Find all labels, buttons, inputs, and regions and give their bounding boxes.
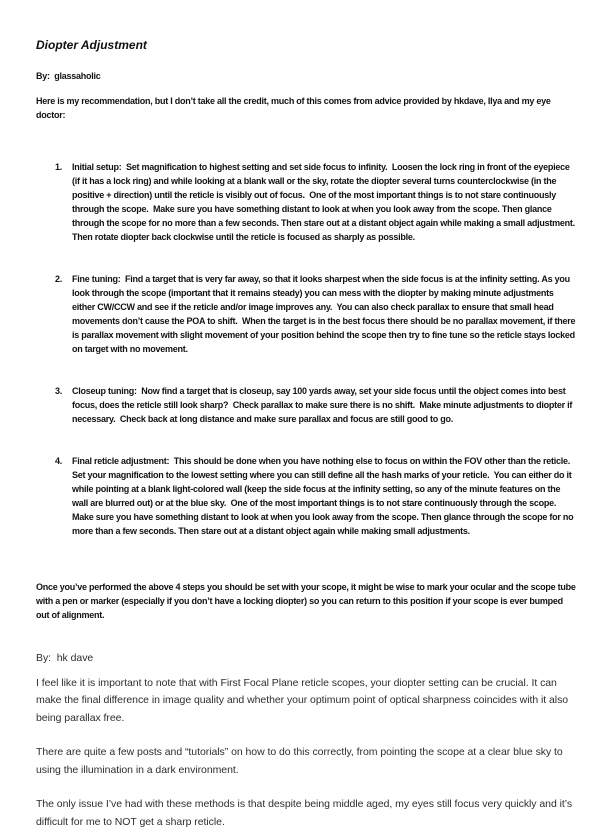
step-item-1 [36, 160, 582, 244]
step-item-4 [36, 454, 576, 538]
step-number: 3. [55, 386, 63, 396]
step-text: Initial setup: Set magnification to highest setting and set side focus to infinity. Loosen the lock ring in front of the eyepiece (if it has a lock ring) and while looking at a blank wall or the sky, rotate the diopter several turns counterclockwise (in the positive + direction) until the reticle is visibly out of focus. One of the most important things is to not stare continuously through the scope. Make sure you have something distant to look at when you look away from the scope. Then glance through the scope for no more than a few seconds. Then stare out at a distant object again while making a small adjustment. Then rotate diopter back clockwise until the reticle is focused as sharply as possible. [72, 162, 582, 242]
steps-list [36, 132, 582, 566]
comment-paragraph-1: I feel like it is important to note that with First Focal Plane reticle scopes, your diopter setting can be crucial. It can make the final difference in image quality and whether your optimum point of optical sharpness coincides with it also being parallax free. [36, 676, 571, 724]
author-byline-hk-dave: By: hk dave [36, 652, 94, 664]
step-item-2 [36, 272, 576, 356]
step-number: 1. [55, 162, 63, 172]
page-title: Diopter Adjustment [36, 38, 147, 52]
step-number: 2. [55, 274, 63, 284]
comment-paragraph-2: There are quite a few posts and “tutorials” on how to do this correctly, from pointing the scope at a clear blue sky to using the illumination in a dark environment. [36, 746, 566, 776]
closing-paragraph: Once you’ve performed the above 4 steps you should be set with your scope, it might be wise to mark your ocular and the scope tube with a pen or marker (especially if you don’t have a locking diopter) so you can return to this position if your scope is ever bumped out of alignment. [36, 582, 578, 620]
step-text: Fine tuning: Find a target that is very far away, so that it looks sharpest when the side focus is at the infinity setting. As you look through the scope (important that it remains steady) you can mess with the diopter by making minute adjustments either CW/CCW and see if the reticle and/or image improves any. You can also check parallax to ensure that small head movements don’t cause the POA to shift. When the target is in the best focus there should be no parallax movement, if there is parallax movement with slight movement of your position behind the scope then try to fine tune so the reticle stays locked on target with no movement. [72, 274, 578, 354]
comment-paragraph-3: The only issue I’ve had with these methods is that despite being middle aged, my eyes still focus very quickly and it’s difficult for me to NOT get a sharp reticle. [36, 798, 575, 828]
intro-paragraph: Here is my recommendation, but I don’t take all the credit, much of this comes from advice provided by hkdave, Ilya and my eye doctor: [36, 96, 553, 120]
step-text: Final reticle adjustment: This should be done when you have nothing else to focus on within the FOV other than the reticle. Set your magnification to the lowest setting where you can still define all the hash marks of your reticle. You can either do it while pointing at a blank light-colored wall (keep the side focus at the infinity setting, so any of the minute features on the wall are blurred out) or at the blue sky. One of the most important things is to not stare continuously through the scope. Make sure you have something distant to look at when you look away from the scope. Then glance through the scope for no more than a few seconds. Then stare out at a distant object again while making small adjustments. [72, 456, 576, 536]
author-byline-glassaholic: By: glassaholic [36, 71, 101, 81]
step-number: 4. [55, 456, 63, 466]
step-item-3 [36, 384, 576, 426]
step-text: Closeup tuning: Now find a target that is closeup, say 100 yards away, set your side focus until the object comes into best focus, does the reticle still look sharp? Check parallax to make sure there is no shift. Make minute adjustments to diopter if necessary. Check back at long distance and make sure parallax and focus are still good to go. [72, 386, 575, 424]
